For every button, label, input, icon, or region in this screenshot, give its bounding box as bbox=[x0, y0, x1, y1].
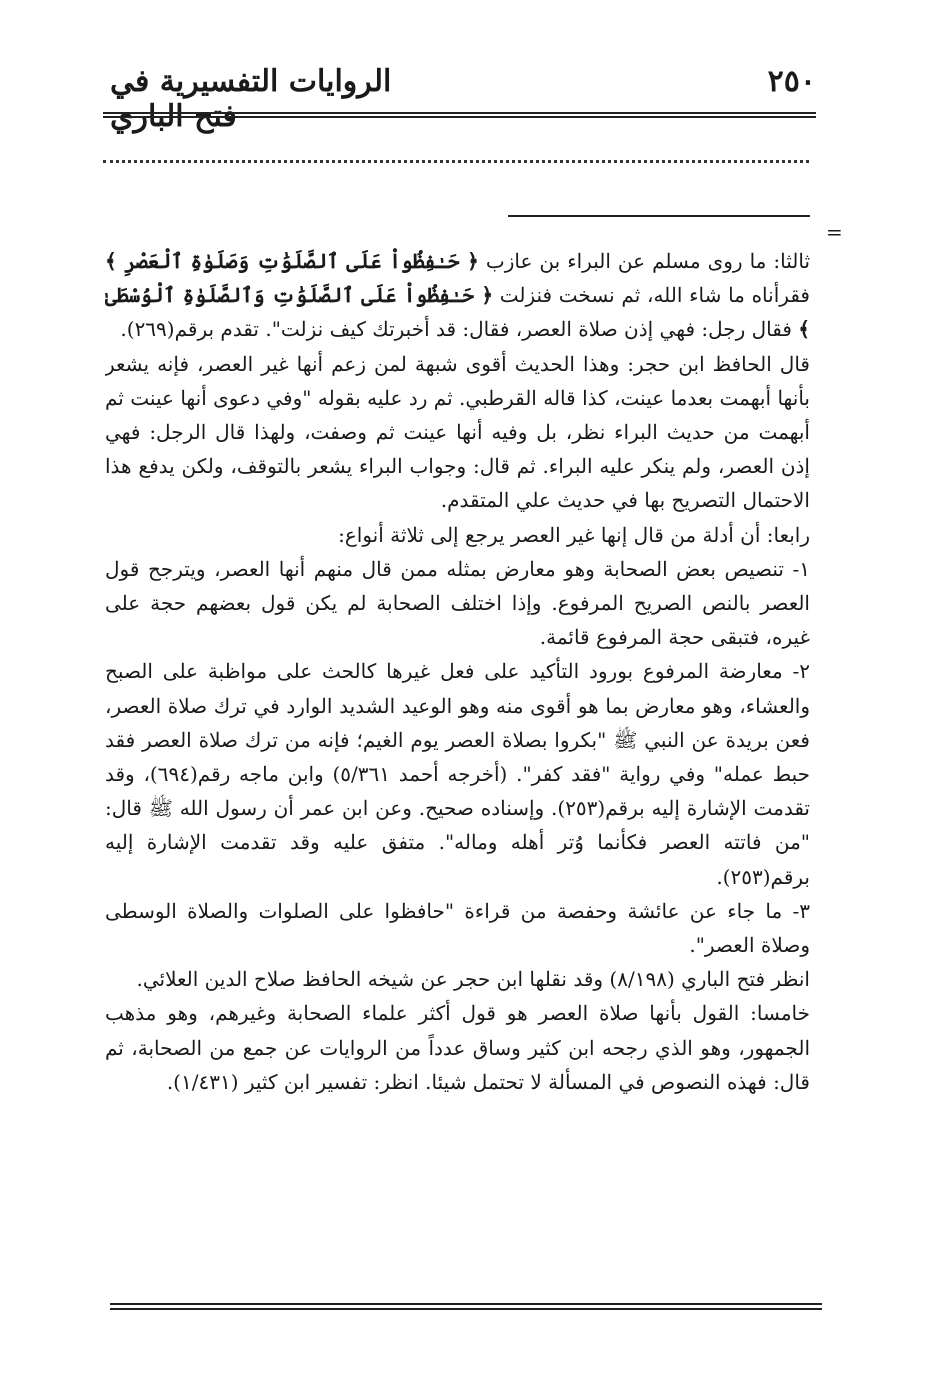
paragraph-fifth-point: خامسا: القول بأنها صلاة العصر هو قول أكثر علماء الصحابة وغيرهم، وهو مذهب الجمهور، وهو الذي رجحه ابن كثير وساق عدداً من الروايات عن جمع من الصحابة، ثم قال: فهذه النصوص في المسألة لا تحتمل شيئا. انظر: تفسير ابن كثير (١/٤٣١). bbox=[105, 1001, 810, 1094]
quran-verse-asr: ﴿ حَـٰفِظُواْ عَلَى ٱلصَّلَوَٰتِ وَصَلَوٰةِ ٱلْعَصْرِ ﴾ bbox=[105, 249, 479, 273]
header-rule bbox=[103, 112, 816, 114]
paragraph-ibn-hajar: قال الحافظ ابن حجر: وهذا الحديث أقوى شبهة لمن زعم أنها غير العصر، فإنه يشعر بأنها أبهمت بعدما عينت، كذا قاله القرطبي. ثم رد عليه بقوله "وفي دعوى أنها عينت ثم أبهمت من حديث البراء نظر، بل وفيه أنها عينت ثم وصفت، ولهذا قال الرجل: فهي إذن العصر، ولم ينكر عليه البراء. ثم قال: وجواب البراء يشعر بالتوقف، ولكن يدفع هذا الاحتمال التصريح بها في حديث علي المتقدم. bbox=[105, 351, 810, 513]
paragraph-item-3: ٣- ما جاء عن عائشة وحفصة من قراءة "حافظوا على الصلوات والصلاة الوسطى وصلاة العصر". bbox=[105, 898, 810, 958]
paragraph-item-2: ٢- معارضة المرفوع بورود التأكيد على فعل غيرها كالحث على مواظبة على الصبح والعشاء، وهو معارض بما هو أقوى منه وهو الوعيد الشديد الوارد في ترك صلاة العصر، فعن بريدة عن النبي ﷺ "بكروا بصلاة العصر يوم الغيم؛ فإنه من ترك صلاة العصر فقد حبط عمله" وفي رواية "فقد كفر". (أخرجه أحمد ٥/٣٦١) وابن ماجه رقم(٦٩٤)، وقد تقدمت الإشارة إليه برقم(٢٥٣). وإسناده صحيح. وعن ابن عمر أن رسول الله ﷺ قال: "من فاتته العصر فكأنما وُتر أهله وماله". متفق عليه وقد تقدمت الإشارة إليه برقم(٢٥٣). bbox=[105, 659, 810, 889]
paragraph-third-middle: فقرأناه ما شاء الله، ثم نسخت فنزلت bbox=[493, 283, 810, 308]
paragraph-item-1: ١- تنصيص بعض الصحابة وهو معارض بمثله ممن قال منهم أنها العصر، ويترجح قول العصر بالنص الصريح المرفوع. وإذا اختلف الصحابة لم يكن قول بعضهم حجة على غيره، فتبقى حجة المرفوع قائمة. bbox=[105, 556, 810, 650]
paragraph-third-before: ثالثا: ما روى مسلم عن البراء بن عازب bbox=[478, 249, 810, 273]
running-title: الروايات التفسيرية في فتح الباري bbox=[110, 64, 392, 134]
footnote-rule bbox=[508, 215, 810, 217]
page-number: ٢٥٠ bbox=[767, 64, 816, 99]
dotted-separator bbox=[103, 160, 809, 163]
footnote-body bbox=[105, 244, 810, 1294]
quran-verse-wusta: ﴿ حَـٰفِظُواْ عَلَى ٱلصَّلَوَٰتِ وَٱلصَّلَوٰةِ ٱلْوُسْطَىٰ ﴾ bbox=[105, 283, 810, 342]
continuation-mark: = bbox=[826, 220, 843, 244]
paragraph-reference: انظر فتح الباري (٨/١٩٨) وقد نقلها ابن حجر عن شيخه الحافظ صلاح الدين العلائي. bbox=[136, 967, 810, 992]
header-rule-second bbox=[103, 116, 816, 118]
bottom-rule-second bbox=[110, 1308, 822, 1310]
paragraph-third-point bbox=[105, 244, 810, 347]
paragraph-fourth-point: رابعا: أن أدلة من قال إنها غير العصر يرجع إلى ثلاثة أنواع: bbox=[338, 522, 810, 547]
paragraph-third-after: فقال رجل: فهي إذن صلاة العصر، فقال: قد أخبرتك كيف نزلت". تقدم برقم(٢٦٩). bbox=[120, 317, 799, 342]
bottom-rule bbox=[110, 1303, 822, 1305]
